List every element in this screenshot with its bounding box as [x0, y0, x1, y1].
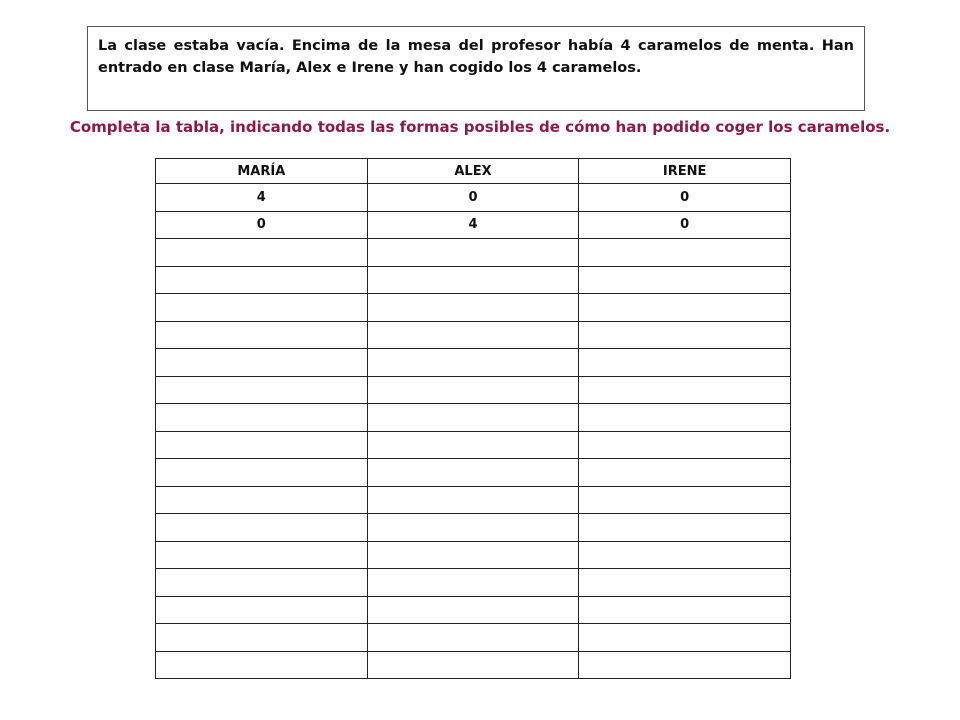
cell-maria[interactable]	[156, 596, 368, 624]
cell-alex[interactable]	[367, 596, 579, 624]
table-row	[156, 321, 791, 349]
cell-maria[interactable]	[156, 459, 368, 487]
cell-maria[interactable]	[156, 376, 368, 404]
cell-alex[interactable]	[367, 624, 579, 652]
table-row	[156, 431, 791, 459]
cell-irene[interactable]	[579, 569, 791, 597]
header-irene: IRENE	[579, 159, 791, 184]
table-row	[156, 184, 791, 212]
problem-statement-text: La clase estaba vacía. Encima de la mesa del profesor había 4 caramelos de menta. Han entrado en clase María, Alex e Irene y han cogido los 4 caramelos.	[98, 38, 854, 76]
cell-alex[interactable]	[367, 349, 579, 377]
cell-alex[interactable]	[367, 459, 579, 487]
instruction-text: Completa la tabla, indicando todas las formas posibles de cómo han podido coger los caramelos.	[69, 118, 891, 136]
cell-alex[interactable]	[367, 541, 579, 569]
cell-alex[interactable]	[367, 404, 579, 432]
cell-irene[interactable]	[579, 651, 791, 679]
cell-alex[interactable]	[367, 321, 579, 349]
cell-alex[interactable]	[367, 266, 579, 294]
cell-maria[interactable]	[156, 486, 368, 514]
header-alex: ALEX	[367, 159, 579, 184]
cell-alex: 0	[367, 184, 579, 212]
table-row	[156, 266, 791, 294]
cell-irene: 0	[579, 184, 791, 212]
table-row	[156, 294, 791, 322]
table-row	[156, 541, 791, 569]
table-row	[156, 349, 791, 377]
answer-table	[155, 158, 791, 679]
cell-irene[interactable]	[579, 404, 791, 432]
table-row	[156, 596, 791, 624]
cell-irene[interactable]	[579, 541, 791, 569]
cell-alex[interactable]	[367, 376, 579, 404]
cell-alex[interactable]	[367, 239, 579, 267]
table-row	[156, 376, 791, 404]
cell-alex[interactable]	[367, 651, 579, 679]
cell-maria[interactable]	[156, 514, 368, 542]
cell-maria[interactable]	[156, 349, 368, 377]
table-row	[156, 239, 791, 267]
table-row	[156, 514, 791, 542]
cell-alex[interactable]	[367, 486, 579, 514]
cell-maria[interactable]	[156, 294, 368, 322]
header-row	[156, 159, 791, 184]
cell-maria[interactable]	[156, 321, 368, 349]
table-row	[156, 459, 791, 487]
cell-irene: 0	[579, 211, 791, 239]
cell-maria[interactable]	[156, 651, 368, 679]
table-row	[156, 486, 791, 514]
cell-maria[interactable]	[156, 239, 368, 267]
cell-irene[interactable]	[579, 514, 791, 542]
cell-irene[interactable]	[579, 431, 791, 459]
cell-alex: 4	[367, 211, 579, 239]
cell-maria[interactable]	[156, 431, 368, 459]
table-row	[156, 211, 791, 239]
table-row	[156, 624, 791, 652]
cell-maria[interactable]	[156, 624, 368, 652]
cell-irene[interactable]	[579, 266, 791, 294]
cell-maria[interactable]	[156, 404, 368, 432]
table-row	[156, 569, 791, 597]
cell-irene[interactable]	[579, 294, 791, 322]
cell-irene[interactable]	[579, 376, 791, 404]
cell-maria: 4	[156, 184, 368, 212]
cell-irene[interactable]	[579, 349, 791, 377]
cell-irene[interactable]	[579, 239, 791, 267]
problem-statement-box	[87, 26, 865, 111]
table-row	[156, 651, 791, 679]
cell-maria: 0	[156, 211, 368, 239]
cell-alex[interactable]	[367, 294, 579, 322]
cell-irene[interactable]	[579, 459, 791, 487]
cell-alex[interactable]	[367, 569, 579, 597]
header-maria: MARÍA	[156, 159, 368, 184]
cell-irene[interactable]	[579, 596, 791, 624]
table-row	[156, 404, 791, 432]
cell-irene[interactable]	[579, 486, 791, 514]
cell-maria[interactable]	[156, 266, 368, 294]
cell-alex[interactable]	[367, 514, 579, 542]
cell-irene[interactable]	[579, 624, 791, 652]
cell-maria[interactable]	[156, 541, 368, 569]
cell-alex[interactable]	[367, 431, 579, 459]
cell-irene[interactable]	[579, 321, 791, 349]
cell-maria[interactable]	[156, 569, 368, 597]
